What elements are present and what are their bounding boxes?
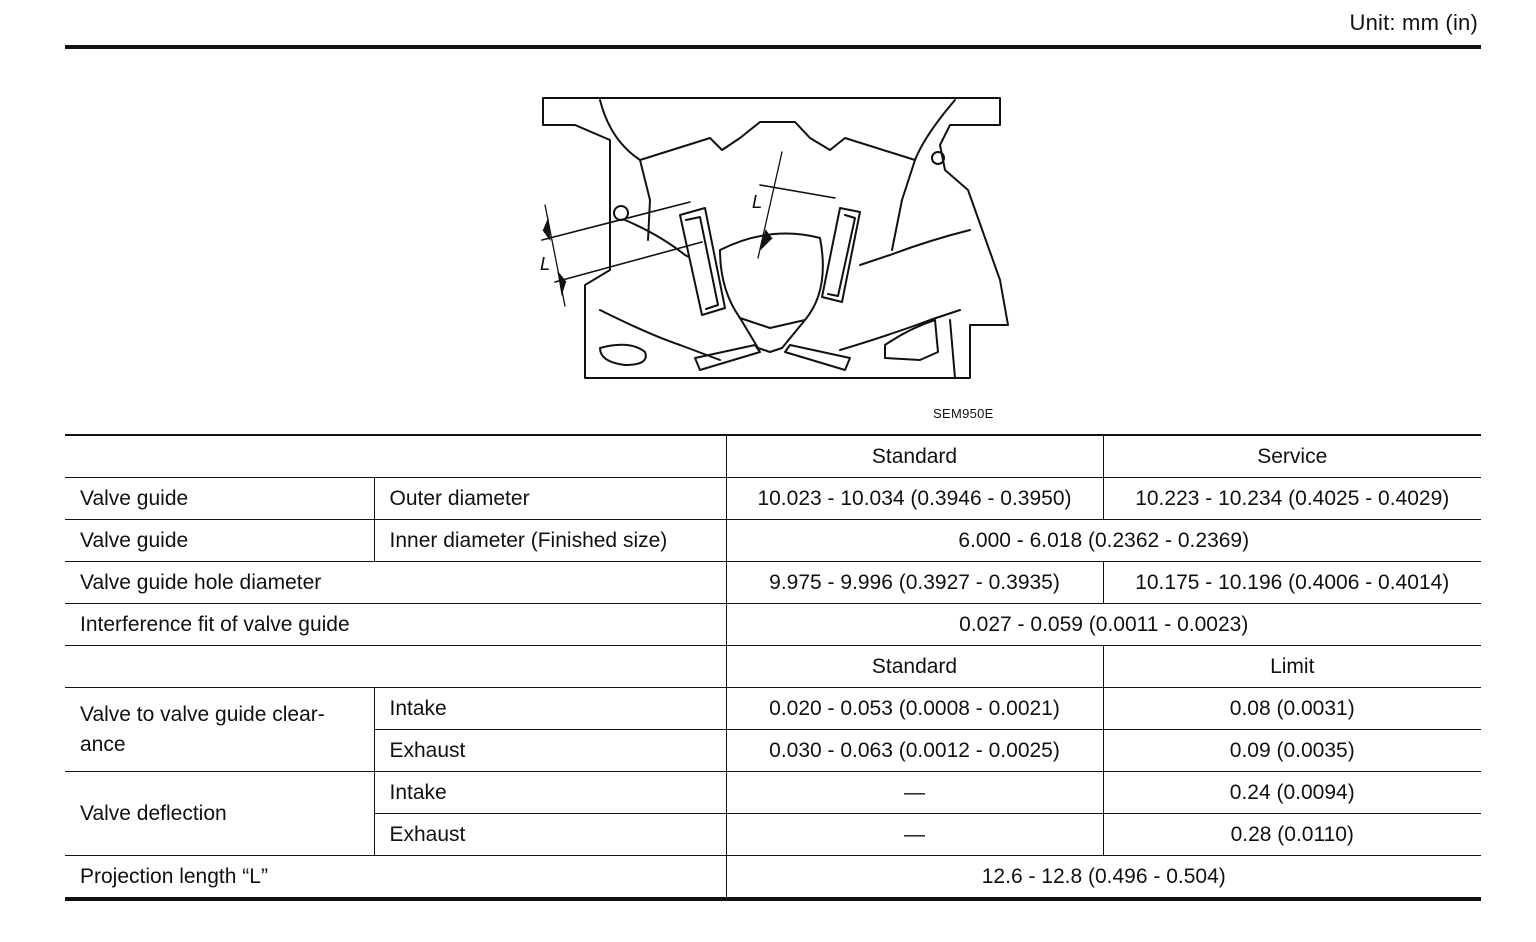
dimension-line-right-upper <box>760 185 835 198</box>
value-standard: 10.023 - 10.034 (0.3946 - 0.3950) <box>726 478 1103 520</box>
row-item: Interference fit of valve guide <box>65 604 726 646</box>
header-standard: Standard <box>726 435 1103 478</box>
upper-pocket <box>600 100 955 160</box>
value-service: 10.175 - 10.196 (0.4006 - 0.4014) <box>1103 562 1481 604</box>
table-row <box>65 478 1481 520</box>
table-row <box>65 562 1481 604</box>
valve-guide-spec-table <box>65 434 1481 901</box>
value-merged: 0.027 - 0.059 (0.0011 - 0.0023) <box>726 604 1481 646</box>
row-item: Valve guide <box>65 478 374 520</box>
row-item: Valve deflection <box>65 772 374 856</box>
value-limit: 0.08 (0.0031) <box>1103 688 1481 730</box>
row-sub-item: Intake <box>374 772 726 814</box>
value-standard: 9.975 - 9.996 (0.3927 - 0.3935) <box>726 562 1103 604</box>
header-service: Service <box>1103 435 1481 478</box>
value-merged: 12.6 - 12.8 (0.496 - 0.504) <box>726 856 1481 900</box>
table-row <box>65 856 1481 900</box>
row-sub-item: Outer diameter <box>374 478 726 520</box>
header-standard: Standard <box>726 646 1103 688</box>
figure-label-L-left: L <box>540 254 551 275</box>
table-row <box>65 604 1481 646</box>
figure-code: SEM950E <box>933 406 994 421</box>
top-rule <box>65 45 1481 49</box>
value-limit: 0.24 (0.0094) <box>1103 772 1481 814</box>
row-sub-item: Exhaust <box>374 730 726 772</box>
header-blank-cell <box>65 646 726 688</box>
value-standard: — <box>726 772 1103 814</box>
table-header-row <box>65 435 1481 478</box>
table-header-row <box>65 646 1481 688</box>
value-merged: 6.000 - 6.018 (0.2362 - 0.2369) <box>726 520 1481 562</box>
value-service: 10.223 - 10.234 (0.4025 - 0.4029) <box>1103 478 1481 520</box>
row-item: Valve to valve guide clear-ance <box>65 688 374 772</box>
cylinder-head-cross-section-diagram <box>530 90 1020 385</box>
exhaust-valve-head <box>822 208 860 302</box>
exhaust-port <box>860 230 970 265</box>
value-standard: 0.030 - 0.063 (0.0012 - 0.0025) <box>726 730 1103 772</box>
table-row <box>65 688 1481 730</box>
value-limit: 0.09 (0.0035) <box>1103 730 1481 772</box>
dimension-line-left-lower <box>555 242 702 282</box>
row-item: Projection length “L” <box>65 856 726 900</box>
value-limit: 0.28 (0.0110) <box>1103 814 1481 856</box>
intake-valve-head <box>680 208 725 315</box>
table-row <box>65 520 1481 562</box>
row-sub-item: Intake <box>374 688 726 730</box>
header-limit: Limit <box>1103 646 1481 688</box>
row-item: Valve guide <box>65 520 374 562</box>
row-sub-item: Inner diameter (Finished size) <box>374 520 726 562</box>
figure-label-L-right: L <box>752 192 763 213</box>
combustion-chamber <box>720 234 823 328</box>
value-standard: — <box>726 814 1103 856</box>
row-sub-item: Exhaust <box>374 814 726 856</box>
table-row <box>65 772 1481 814</box>
value-standard: 0.020 - 0.053 (0.0008 - 0.0021) <box>726 688 1103 730</box>
header-blank-cell <box>65 435 726 478</box>
row-item: Valve guide hole diameter <box>65 562 726 604</box>
unit-label: Unit: mm (in) <box>1349 10 1478 35</box>
